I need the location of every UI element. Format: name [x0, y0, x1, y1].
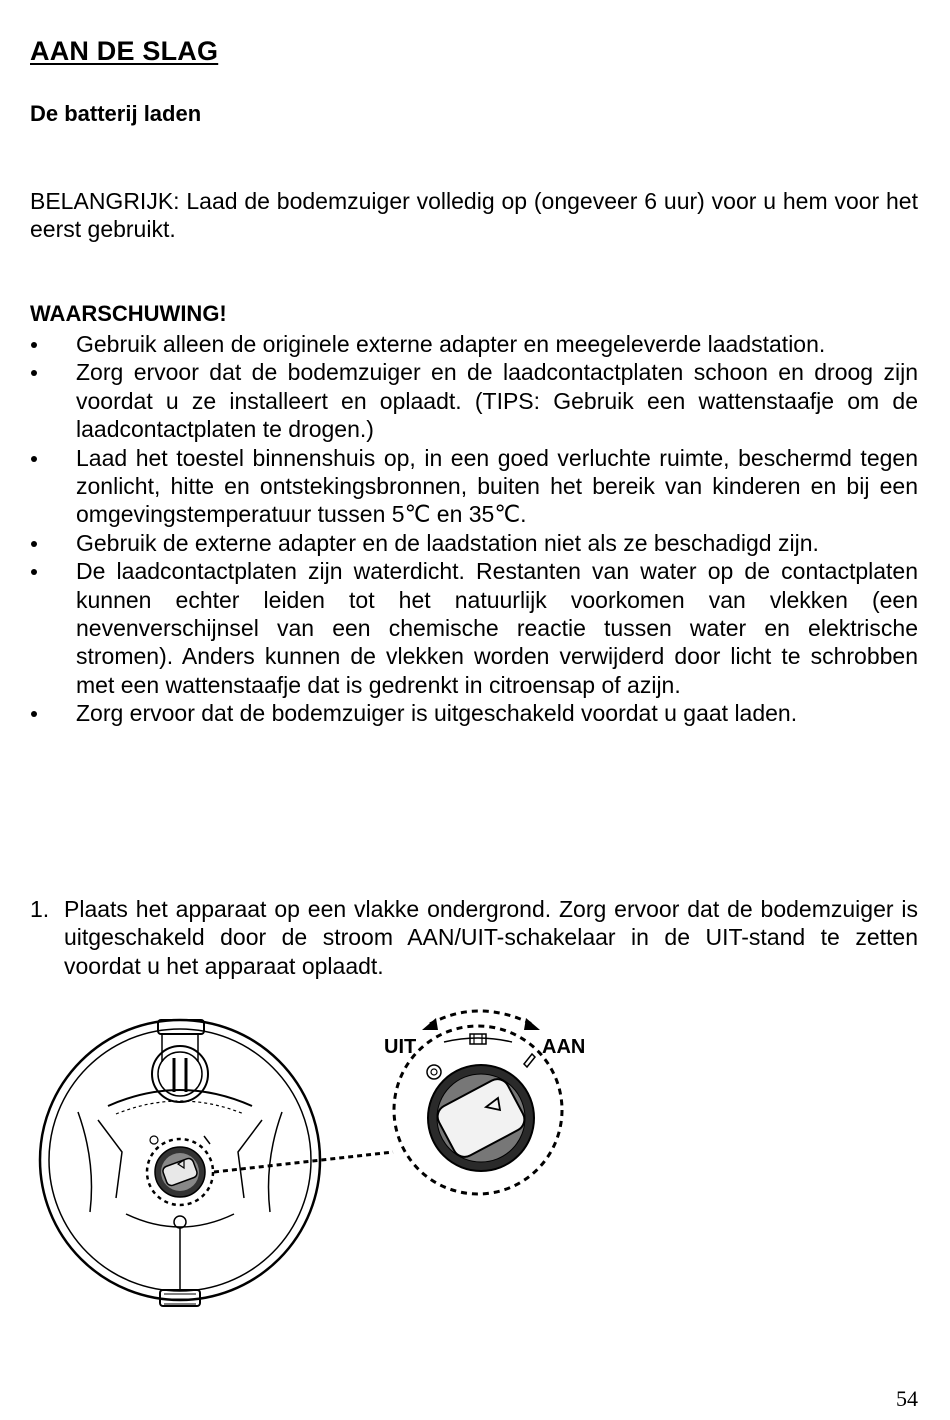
power-switch-illustration [38, 1002, 608, 1324]
bullet-icon [31, 569, 37, 575]
section-heading: AAN DE SLAG [30, 36, 219, 66]
small-switch-dial [147, 1139, 213, 1205]
warning-item: Gebruik alleen de originele externe adapter en meegeleverde laadstation. [30, 330, 918, 358]
warning-item: Zorg ervoor dat de bodemzuiger is uitgeschakeld voordat u gaat laden. [30, 699, 918, 727]
bullet-icon [31, 456, 37, 462]
important-note: BELANGRIJK: Laad de bodemzuiger volledig op (ongeveer 6 uur) voor u hem voor het eerst gebruikt. [30, 188, 918, 243]
warning-item: Laad het toestel binnenshuis op, in een goed verluchte ruimte, beschermd tegen zonlicht, hitte en ontstekingsbronnen, buiten het bereik van kinderen en bij een omgevingstemperatuur tussen 5℃ en 35℃. [30, 444, 918, 529]
switch-on-label: AAN [542, 1036, 586, 1058]
zoom-connector-line [214, 1152, 393, 1172]
bullet-icon [31, 541, 37, 547]
bullet-icon [31, 370, 37, 376]
page-number: 54 [896, 1386, 918, 1411]
bullet-icon [31, 711, 37, 717]
step-number: 1. [30, 896, 50, 922]
subsection-heading: De batterij laden [30, 101, 202, 126]
bullet-icon [31, 342, 37, 348]
switch-off-label: UIT [384, 1036, 417, 1058]
step-text: Plaats het apparaat op een vlakke ondergrond. Zorg ervoor dat de bodemzuiger is uitgeschakeld door de stroom AAN/UIT-schakelaar in de UIT-stand te zetten voordat u het apparaat oplaadt. [64, 896, 918, 979]
large-switch-dial [394, 1011, 562, 1194]
warning-title: WAARSCHUWING! [30, 301, 227, 326]
warning-item: Gebruik de externe adapter en de laadstation niet als ze beschadigd zijn. [30, 529, 918, 557]
warning-item: Zorg ervoor dat de bodemzuiger en de laadcontactplaten schoon en droog zijn voordat u ze installeert en oplaadt. (TIPS: Gebruik een wattenstaafje om de laadcontactplaten te drogen.) [30, 358, 918, 443]
warning-item: De laadcontactplaten zijn waterdicht. Restanten van water op de contactplaten kunnen echter leiden tot het natuurlijk voorkomen van vlekken (een nevenverschijnsel van een chemische reactie tussen water en elektrische stromen). Anders kunnen de vlekken worden verwijderd door licht te schrobben met een wattenstaafje dat is gedrenkt in citroensap of azijn. [30, 557, 918, 699]
step-list [30, 895, 918, 980]
step-item [30, 895, 918, 980]
warning-list [30, 330, 918, 728]
